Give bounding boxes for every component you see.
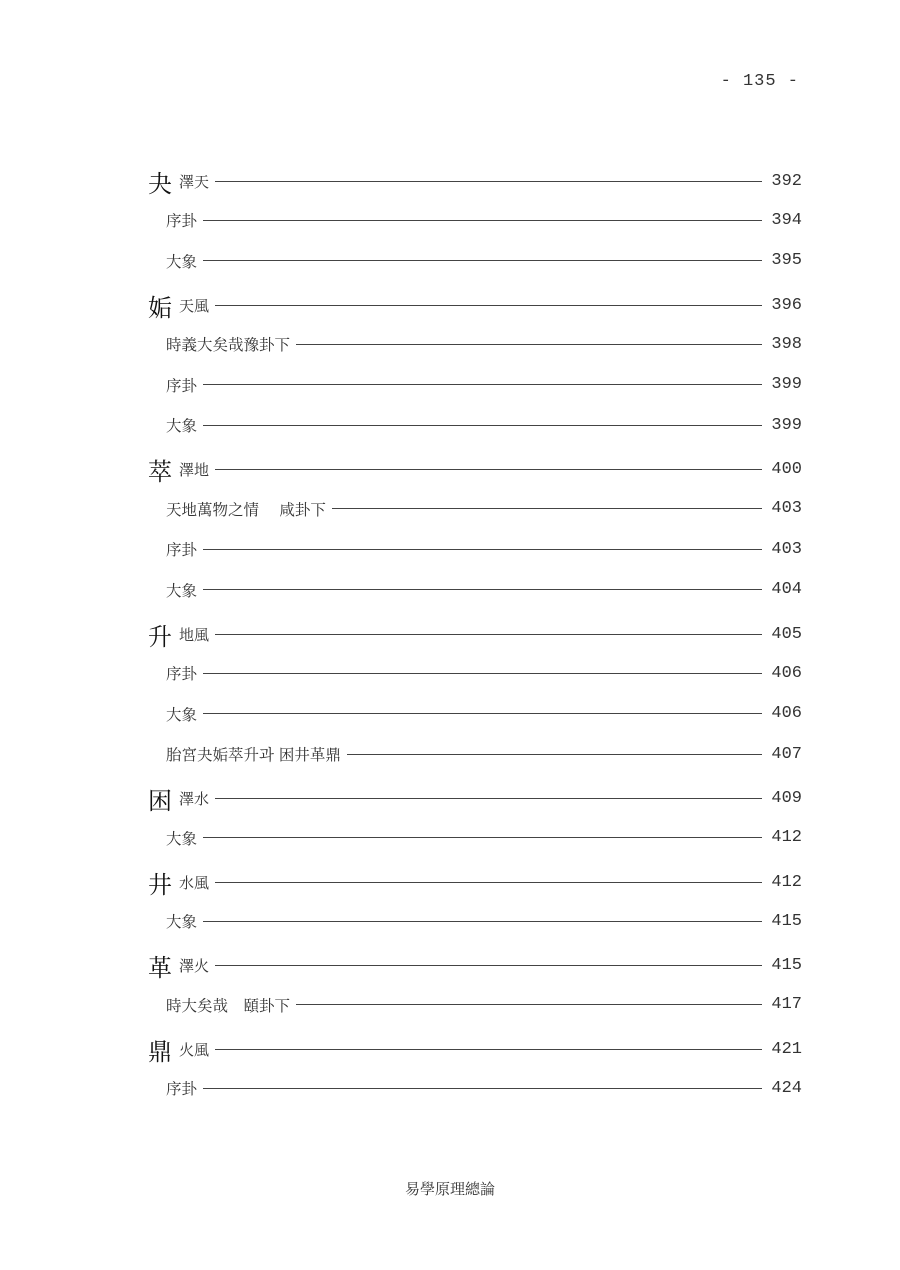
leader-line bbox=[296, 1004, 762, 1005]
leader-line bbox=[203, 220, 762, 221]
leader-line bbox=[215, 181, 762, 182]
toc-subentry[interactable] bbox=[148, 901, 802, 942]
subentry-title: 天地萬物之情 咸卦下 bbox=[166, 500, 326, 519]
hexagram-trigrams: 水風 bbox=[179, 873, 210, 892]
subentry-title: 序卦 bbox=[166, 376, 198, 395]
hexagram-trigrams: 澤地 bbox=[179, 461, 210, 479]
leader-line bbox=[203, 260, 762, 261]
subentry-title: 序卦 bbox=[166, 541, 198, 560]
toc-section bbox=[148, 451, 802, 611]
leader-line bbox=[296, 344, 762, 345]
toc-section bbox=[148, 947, 802, 1026]
toc-hexagram-entry[interactable] bbox=[148, 162, 802, 200]
subentry-title: 序卦 bbox=[166, 212, 198, 231]
toc-hexagram-entry[interactable] bbox=[148, 947, 802, 985]
page-ref: 421 bbox=[771, 1039, 802, 1059]
hexagram-trigrams: 澤天 bbox=[179, 172, 210, 191]
leader-line bbox=[203, 713, 762, 714]
page-ref: 405 bbox=[771, 624, 802, 644]
toc-section bbox=[148, 162, 802, 281]
leader-line bbox=[203, 673, 762, 674]
hexagram-name: 升 bbox=[148, 622, 172, 651]
page-ref: 392 bbox=[771, 171, 802, 191]
leader-line bbox=[215, 305, 762, 306]
toc-subentry[interactable] bbox=[148, 365, 802, 406]
toc-subentry[interactable] bbox=[148, 529, 802, 570]
toc-subentry[interactable] bbox=[148, 324, 802, 365]
hexagram-name: 姤 bbox=[148, 293, 172, 322]
page-ref: 412 bbox=[771, 872, 802, 892]
toc-hexagram-entry[interactable] bbox=[148, 615, 802, 653]
hexagram-trigrams: 地風 bbox=[179, 625, 210, 644]
page-ref: 400 bbox=[771, 460, 802, 479]
subentry-title: 大象 bbox=[166, 417, 198, 436]
page-ref: 417 bbox=[771, 995, 802, 1015]
leader-line bbox=[215, 798, 762, 799]
toc-subentry[interactable] bbox=[148, 985, 802, 1026]
toc-subentry[interactable] bbox=[148, 734, 802, 775]
toc-hexagram-entry[interactable] bbox=[148, 780, 802, 818]
toc-subentry[interactable] bbox=[148, 694, 802, 735]
subentry-title: 序卦 bbox=[166, 665, 198, 684]
toc-section bbox=[148, 1030, 802, 1109]
page-ref: 396 bbox=[771, 295, 802, 315]
toc-subentry[interactable] bbox=[148, 200, 802, 241]
page-ref: 398 bbox=[771, 334, 802, 354]
toc-hexagram-entry[interactable] bbox=[148, 286, 802, 324]
footer-book-title: 易學原理總論 bbox=[404, 1180, 495, 1198]
toc-section bbox=[148, 615, 802, 775]
leader-line bbox=[347, 754, 762, 755]
page-ref: 406 bbox=[771, 704, 802, 724]
page-ref: 415 bbox=[771, 911, 802, 931]
page-ref: 394 bbox=[771, 210, 802, 230]
leader-line bbox=[215, 1049, 762, 1050]
toc-subentry[interactable] bbox=[148, 405, 802, 446]
hexagram-name: 鼎 bbox=[148, 1037, 172, 1066]
toc-subentry[interactable] bbox=[148, 570, 802, 611]
hexagram-name: 困 bbox=[148, 787, 172, 815]
hexagram-trigrams: 澤水 bbox=[179, 790, 210, 808]
leader-line bbox=[203, 425, 762, 426]
page-ref: 412 bbox=[771, 828, 802, 848]
page-ref: 406 bbox=[771, 663, 802, 683]
leader-line bbox=[203, 921, 762, 922]
subentry-title: 序卦 bbox=[166, 1080, 198, 1099]
page-ref: 415 bbox=[771, 956, 802, 975]
subentry-title: 時義大矣哉豫卦下 bbox=[166, 336, 291, 355]
hexagram-trigrams: 天風 bbox=[179, 296, 210, 315]
toc-hexagram-entry[interactable] bbox=[148, 451, 802, 489]
page-ref: 399 bbox=[771, 375, 802, 395]
leader-line bbox=[203, 1088, 762, 1089]
hexagram-name: 夬 bbox=[148, 169, 172, 198]
page-ref: 399 bbox=[771, 415, 802, 435]
toc-hexagram-entry[interactable] bbox=[148, 1030, 802, 1068]
hexagram-name: 井 bbox=[148, 870, 172, 899]
subentry-title: 大象 bbox=[166, 581, 198, 600]
toc-hexagram-entry[interactable] bbox=[148, 863, 802, 901]
toc-section bbox=[148, 286, 802, 446]
subentry-title: 時大矣哉 頤卦下 bbox=[166, 996, 291, 1015]
leader-line bbox=[203, 589, 762, 590]
page-ref: 424 bbox=[771, 1078, 802, 1098]
toc-subentry[interactable] bbox=[148, 653, 802, 694]
toc-subentry[interactable] bbox=[148, 489, 802, 530]
page-number: - 135 - bbox=[720, 72, 799, 91]
leader-line bbox=[332, 508, 762, 509]
toc-section bbox=[148, 780, 802, 859]
leader-line bbox=[215, 634, 762, 635]
leader-line bbox=[215, 882, 762, 883]
page-ref: 403 bbox=[771, 539, 802, 559]
page-ref: 407 bbox=[771, 744, 802, 764]
toc-subentry[interactable] bbox=[148, 1068, 802, 1109]
toc-section bbox=[148, 863, 802, 942]
subentry-title: 大象 bbox=[166, 913, 198, 932]
page-ref: 409 bbox=[771, 789, 802, 808]
leader-line bbox=[215, 965, 762, 966]
leader-line bbox=[203, 549, 762, 550]
page-ref: 404 bbox=[771, 580, 802, 600]
toc-subentry[interactable] bbox=[148, 818, 802, 859]
hexagram-trigrams: 澤火 bbox=[179, 957, 210, 975]
subentry-title: 大象 bbox=[166, 252, 198, 271]
leader-line bbox=[203, 837, 762, 838]
subentry-title: 大象 bbox=[166, 829, 198, 848]
hexagram-trigrams: 火風 bbox=[179, 1040, 210, 1059]
leader-line bbox=[203, 384, 762, 385]
subentry-title: 大象 bbox=[166, 705, 198, 724]
page-ref: 395 bbox=[771, 251, 802, 271]
table-of-contents bbox=[148, 162, 802, 1109]
toc-subentry[interactable] bbox=[148, 241, 802, 282]
hexagram-name: 革 bbox=[148, 954, 172, 982]
leader-line bbox=[215, 469, 762, 470]
page-ref: 403 bbox=[771, 499, 802, 519]
subentry-title: 胎宮夬姤萃升과 困井革鼎 bbox=[166, 746, 341, 765]
hexagram-name: 萃 bbox=[148, 458, 172, 486]
